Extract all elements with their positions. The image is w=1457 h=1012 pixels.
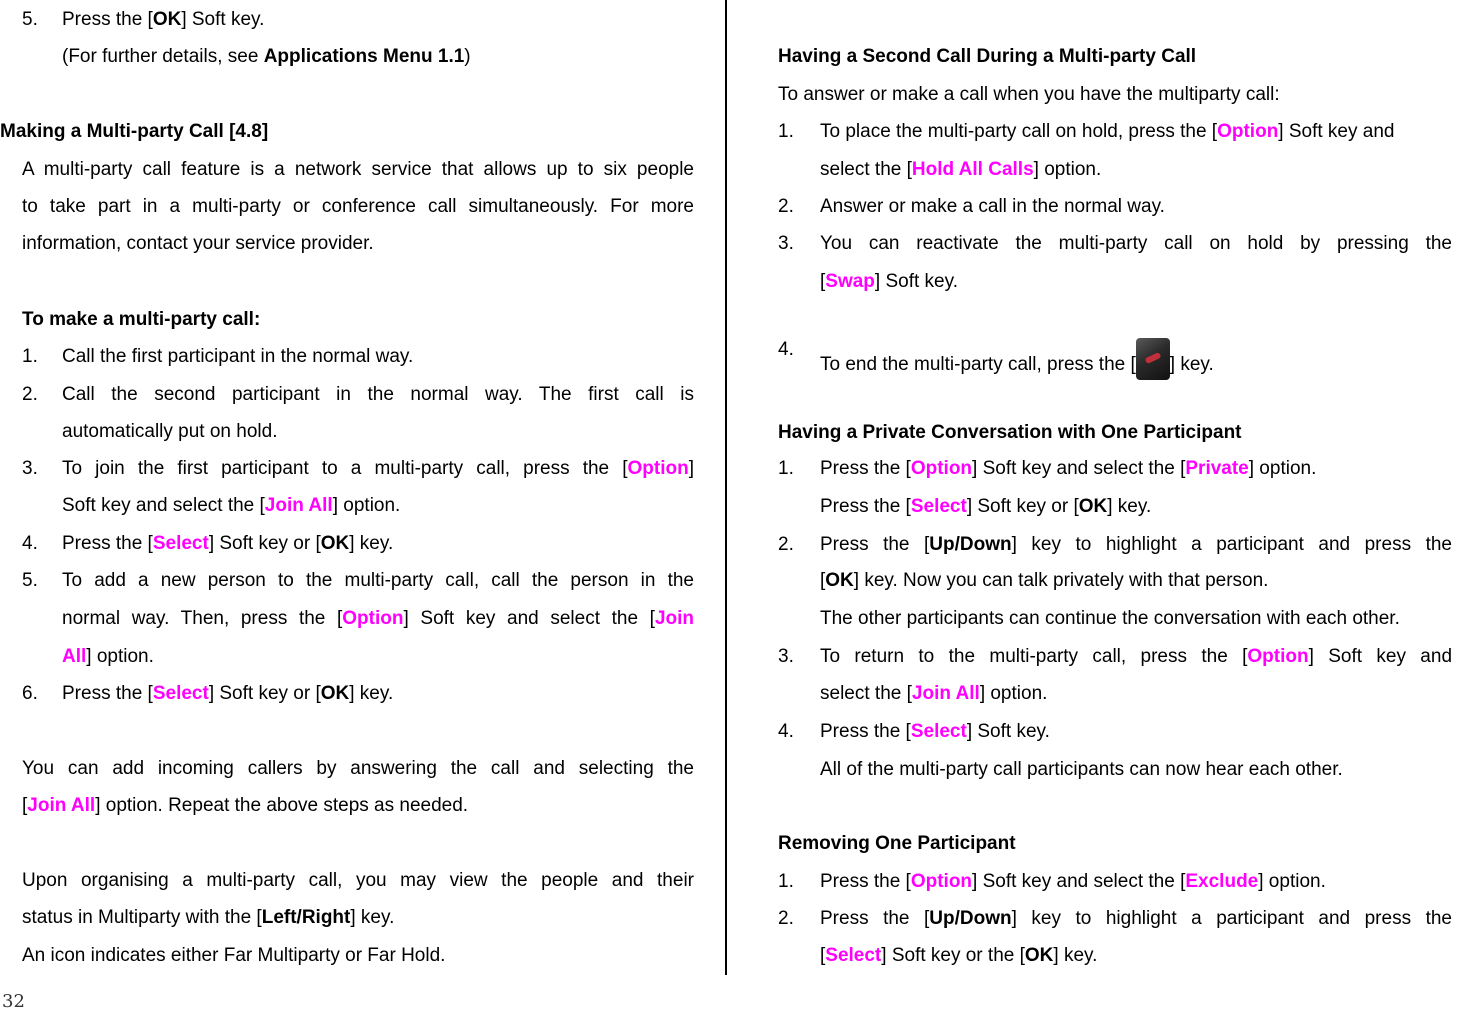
column-divider xyxy=(725,0,727,975)
step-text: select the [Hold All Calls] option. xyxy=(820,159,1102,180)
step-text: Press the [Select] Soft key or [OK] key. xyxy=(62,683,394,704)
step-text: Press the [Select] Soft key. xyxy=(820,721,1050,742)
step-text: Answer or make a call in the normal way. xyxy=(820,196,1165,217)
step-number: 4. xyxy=(778,721,794,742)
intro-line: to take part in a multi-party or conference call simultaneously. For more xyxy=(22,196,694,217)
step-text: All] option. xyxy=(62,646,154,667)
step-text: To add a new person to the multi-party call, call the person in the xyxy=(62,570,694,591)
step-number: 3. xyxy=(22,458,38,479)
step-text: To place the multi-party call on hold, press the [Option] Soft key and xyxy=(820,121,1395,142)
step-text: Press the [Option] Soft key and select the [Exclude] option. xyxy=(820,871,1326,892)
step-text: Call the first participant in the normal way. xyxy=(62,346,414,367)
step-number: 3. xyxy=(778,233,794,254)
step-number: 4. xyxy=(22,533,38,554)
step-text: Press the [Select] Soft key or [OK] key. xyxy=(62,533,394,554)
step-text: To return to the multi-party call, press the [Option] Soft key and xyxy=(820,646,1453,667)
step-number: 2. xyxy=(778,534,794,555)
step-number: 2. xyxy=(778,908,794,929)
step-number: 3. xyxy=(778,646,794,667)
step-text: All of the multi-party call participants can now hear each other. xyxy=(820,759,1343,780)
step-number: 5. xyxy=(22,9,38,30)
paragraph-line: status in Multiparty with the [Left/Right] key. xyxy=(22,907,395,928)
paragraph-line: You can add incoming callers by answering the call and selecting the xyxy=(22,758,694,779)
section-heading: Removing One Participant xyxy=(778,833,1016,854)
step-text: The other participants can continue the conversation with each other. xyxy=(820,608,1400,629)
step-text: automatically put on hold. xyxy=(62,421,278,442)
step-note: (For further details, see Applications Menu 1.1) xyxy=(62,46,471,67)
section-intro: To answer or make a call when you have the multiparty call: xyxy=(778,84,1280,105)
section-heading: Having a Second Call During a Multi-party Call xyxy=(778,46,1197,67)
step-number: 1. xyxy=(778,871,794,892)
howto-title: To make a multi-party call: xyxy=(22,309,261,330)
section-title: Making a Multi-party Call [4.8] xyxy=(0,121,269,142)
step-number: 1. xyxy=(22,346,38,367)
step-text: Soft key and select the [Join All] option. xyxy=(62,495,401,516)
step-number: 5. xyxy=(22,570,38,591)
paragraph-line: [Join All] option. Repeat the above steps as needed. xyxy=(22,795,469,816)
step-text: Press the [Option] Soft key and select the [Private] option. xyxy=(820,458,1317,479)
page-number: 32 xyxy=(2,991,25,1012)
step-text: Call the second participant in the normal way. The first call is xyxy=(62,384,694,405)
step-number: 6. xyxy=(22,683,38,704)
step-text: Press the [Up/Down] key to highlight a participant and press the xyxy=(820,534,1452,555)
step-number: 1. xyxy=(778,458,794,479)
step-number: 2. xyxy=(778,196,794,217)
step-text: To end the multi-party call, press the [ ] key. xyxy=(820,338,1214,380)
paragraph-line: Upon organising a multi-party call, you may view the people and their xyxy=(22,870,694,891)
step-text: [Swap] Soft key. xyxy=(820,271,958,292)
intro-line: information, contact your service provider. xyxy=(22,233,374,254)
step-text: normal way. Then, press the [Option] Soft key and select the [Join xyxy=(62,608,694,629)
step-text: [Select] Soft key or the [OK] key. xyxy=(820,945,1098,966)
section-heading: Having a Private Conversation with One Participant xyxy=(778,422,1242,443)
paragraph-line: An icon indicates either Far Multiparty or Far Hold. xyxy=(22,945,446,966)
step-text: Press the [Select] Soft key or [OK] key. xyxy=(820,496,1152,517)
step-text: select the [Join All] option. xyxy=(820,683,1048,704)
intro-line: A multi-party call feature is a network service that allows up to six people xyxy=(22,159,694,180)
step-number: 1. xyxy=(778,121,794,142)
end-call-key-icon xyxy=(1136,338,1170,380)
step-number: 2. xyxy=(22,384,38,405)
step-number: 4. xyxy=(778,339,794,360)
step-text: [OK] key. Now you can talk privately with that person. xyxy=(820,570,1269,591)
step-text: Press the [OK] Soft key. xyxy=(62,9,265,30)
step-text: You can reactivate the multi-party call on hold by pressing the xyxy=(820,233,1452,254)
step-text: Press the [Up/Down] key to highlight a participant and press the xyxy=(820,908,1452,929)
step-text: To join the first participant to a multi-party call, press the [Option] xyxy=(62,458,694,479)
